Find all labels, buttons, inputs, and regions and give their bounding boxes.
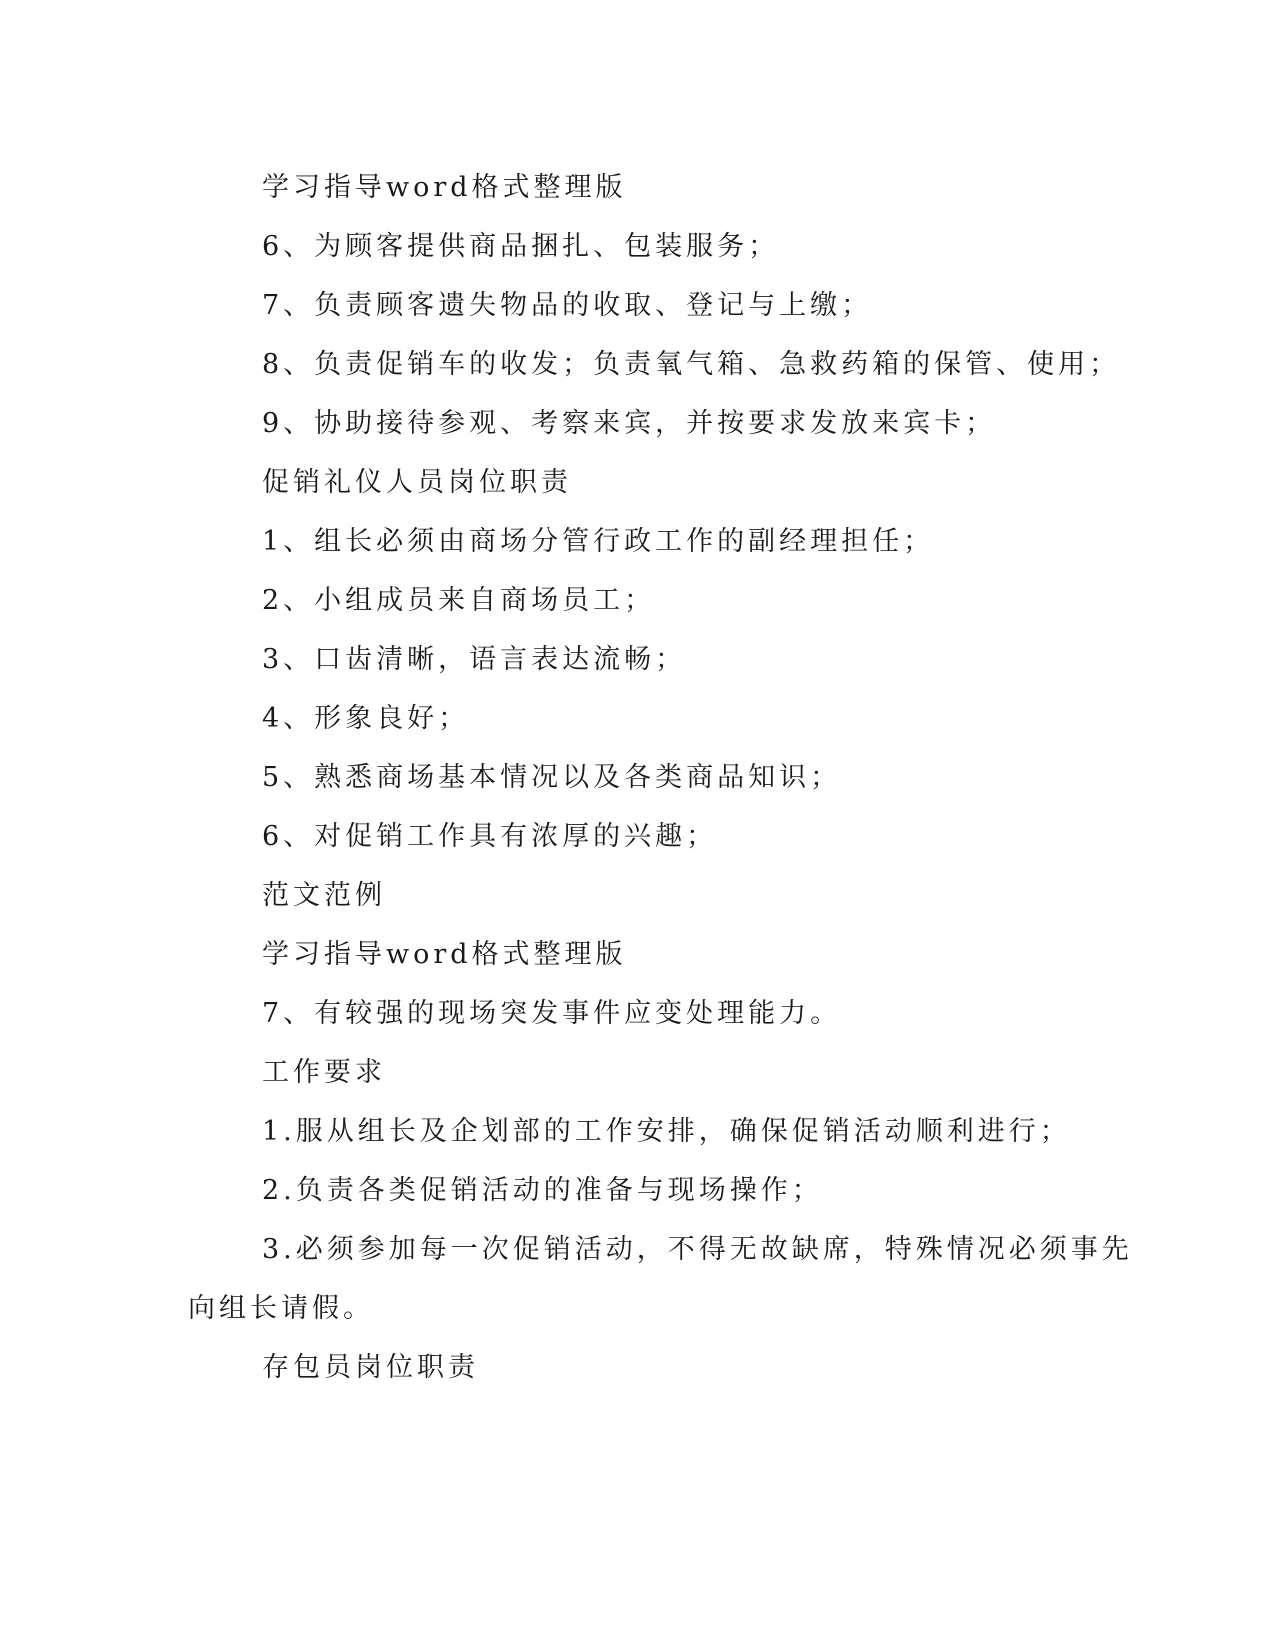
page-header: 学习指导word格式整理版: [262, 939, 627, 970]
list-item: 8、负责促销车的收发；负责氧气箱、急救药箱的保管、使用；: [262, 349, 1121, 380]
list-item: 5、熟悉商场基本情况以及各类商品知识；: [262, 762, 842, 793]
page-header: 学习指导word格式整理版: [262, 172, 627, 203]
list-item: 7、有较强的现场突发事件应变处理能力。: [262, 998, 842, 1029]
list-item: 1、组长必须由商场分管行政工作的副经理担任；: [262, 526, 935, 557]
list-item-continuation: 向组长请假。: [188, 1293, 374, 1324]
section-heading: 工作要求: [262, 1057, 386, 1088]
list-item: 9、协助接待参观、考察来宾，并按要求发放来宾卡；: [262, 408, 997, 439]
list-item: 2.负责各类促销活动的准备与现场操作；: [262, 1175, 823, 1206]
list-item: 6、为顾客提供商品捆扎、包装服务；: [262, 231, 780, 262]
list-item: 6、对促销工作具有浓厚的兴趣；: [262, 821, 718, 852]
list-item: 4、形象良好；: [262, 703, 470, 734]
section-heading: 促销礼仪人员岗位职责: [262, 467, 572, 498]
list-item: 2、小组成员来自商场员工；: [262, 585, 656, 616]
list-item: 3、口齿清晰，语言表达流畅；: [262, 644, 687, 675]
list-item: 3.必须参加每一次促销活动，不得无故缺席，特殊情况必须事先: [262, 1234, 1133, 1265]
page-footer: 范文范例: [262, 880, 386, 911]
list-item: 1.服从组长及企划部的工作安排，确保促销活动顺利进行；: [262, 1116, 1071, 1147]
section-heading: 存包员岗位职责: [262, 1352, 479, 1383]
list-item: 7、负责顾客遗失物品的收取、登记与上缴；: [262, 290, 873, 321]
